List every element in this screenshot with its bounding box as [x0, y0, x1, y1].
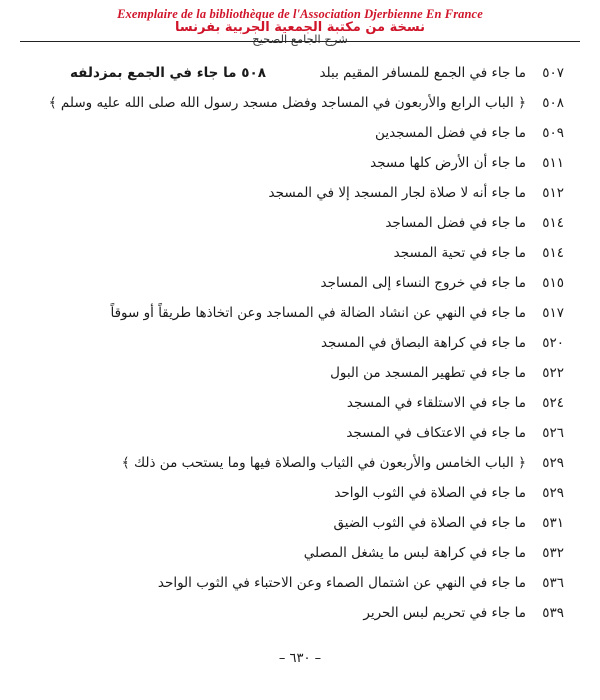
toc-entry	[40, 298, 564, 328]
page-number: ٥١٥	[542, 275, 564, 291]
toc-entry	[40, 388, 564, 418]
toc-chapter-heading	[40, 88, 564, 118]
page-number: ٥٣٦	[542, 575, 564, 591]
entry-title: ما جاء في كراهة لبس ما يشغل المصلي	[303, 545, 526, 561]
toc-entry	[40, 148, 564, 178]
entry-title: ما جاء في كراهة البصاق في المسجد	[320, 335, 526, 351]
toc-entry	[40, 568, 564, 598]
entry-title: ما جاء في النهي عن انشاد الضالة في المساجد وعن اتخاذها طريقاً أو سوقاً	[110, 305, 526, 321]
chapter-title: ﴿ الباب الرابع والأربعون في المساجد وفضل مسجد رسول الله صلى الله عليه وسلم ﴾	[48, 95, 526, 111]
entry-title: ما جاء في فضل المسجدين	[375, 125, 526, 141]
entry-title: ما جاء في تحريم لبس الحرير	[363, 605, 526, 621]
entry-title: ما جاء في الاستلقاء في المسجد	[346, 395, 526, 411]
library-stamp-french: Exemplaire de la bibliothèque de l'Association Djerbienne En France	[117, 7, 483, 21]
page-number: ٥١٧	[542, 305, 564, 321]
toc-entry	[40, 328, 564, 358]
page-number: ٥١٤	[542, 245, 564, 261]
toc-entry	[40, 58, 564, 88]
page-number: ٥٠٩	[542, 125, 564, 141]
page-number: ٥٢٠	[542, 335, 564, 351]
page-number: ٥٢٩	[542, 485, 564, 501]
toc-entry	[40, 508, 564, 538]
toc-entry	[40, 238, 564, 268]
entry-title: ما جاء في الجمع للمسافر المقيم ببلد	[319, 65, 526, 81]
page-number: ٥٣٢	[542, 545, 564, 561]
toc-entry	[40, 418, 564, 448]
page-number: ٥٣٩	[542, 605, 564, 621]
entry-title: ما جاء في النهي عن اشتمال الصماء وعن الاحتباء في الثوب الواحد	[157, 575, 526, 591]
page-number: ٥٠٧	[542, 65, 564, 81]
toc-chapter-heading	[40, 448, 564, 478]
toc-entry	[40, 598, 564, 628]
page-number: ٥٠٨	[542, 95, 564, 111]
entry-title: ما جاء في الاعتكاف في المسجد	[346, 425, 526, 441]
running-head: شرح الجامع الصحيح	[252, 32, 348, 46]
inline-entry: ٥٠٨ ما جاء في الجمع بمزدلفه	[70, 65, 266, 81]
toc-entry	[40, 178, 564, 208]
entry-title: ما جاء في الصلاة في الثوب الضيق	[333, 515, 526, 531]
toc-entry	[40, 358, 564, 388]
page-number: ٥١١	[542, 155, 564, 171]
page-number: ٥١٢	[542, 185, 564, 201]
page-number: ٥٢٢	[542, 365, 564, 381]
toc-entry	[40, 538, 564, 568]
entry-title: ما جاء في الصلاة في الثوب الواحد	[334, 485, 526, 501]
entry-title: ما جاء أنه لا صلاة لجار المسجد إلا في المسجد	[268, 185, 526, 201]
page-number: ٥٢٦	[542, 425, 564, 441]
toc-entry	[40, 478, 564, 508]
page-number: ٥٣١	[542, 515, 564, 531]
entry-title: ما جاء في فضل المساجد	[385, 215, 526, 231]
entry-title: ما جاء أن الأرض كلها مسجد	[370, 155, 526, 171]
library-stamp-arabic: نسخة من مكتبة الجمعية الجربية بفرنسا	[175, 20, 425, 35]
page-number: ٥١٤	[542, 215, 564, 231]
entry-title: ما جاء في تطهير المسجد من البول	[330, 365, 526, 381]
table-of-contents	[40, 58, 564, 628]
toc-entry	[40, 118, 564, 148]
page-folio: – ٦٣٠ –	[278, 651, 322, 666]
page-number: ٥٢٤	[542, 395, 564, 411]
header-rule	[20, 41, 580, 42]
entry-title: ما جاء في تحية المسجد	[393, 245, 526, 261]
page-number: ٥٢٩	[542, 455, 564, 471]
toc-entry	[40, 208, 564, 238]
toc-entry	[40, 268, 564, 298]
entry-title: ما جاء في خروج النساء إلى المساجد	[320, 275, 526, 291]
chapter-title: ﴿ الباب الخامس والأربعون في الثياب والصلاة فيها وما يستحب من ذلك ﴾	[121, 455, 526, 471]
